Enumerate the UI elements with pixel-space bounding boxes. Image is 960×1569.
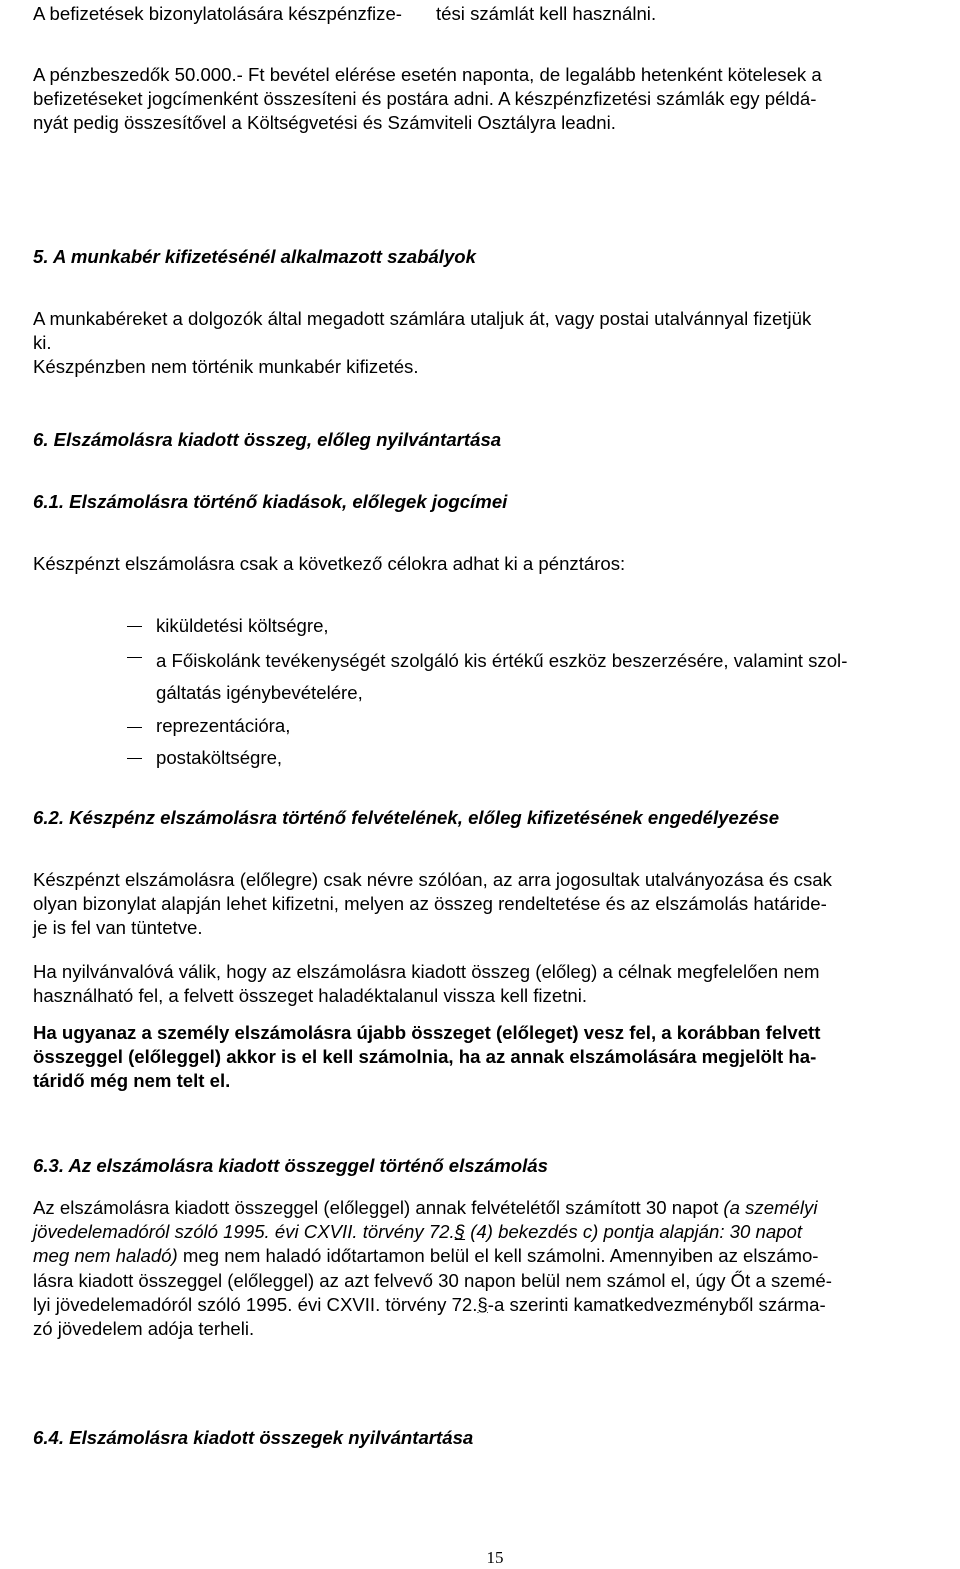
section-6-1-intro: Készpénzt elszámolásra csak a következő célokra adhat ki a pénztáros: — [33, 553, 626, 574]
paragraph-line: Ha ugyanaz a személy elszámolásra újabb összeget (előleget) vesz fel, a korábban felvett — [33, 1022, 821, 1043]
paragraph-line: je is fel van tüntetve. — [33, 917, 203, 939]
section-sign: § — [477, 1293, 488, 1315]
list-item: reprezentációra, — [156, 715, 291, 736]
paragraph-line: A pénzbeszedők 50.000.- Ft bevétel elérése esetén naponta, de legalább hetenként kötelesek a — [33, 64, 822, 85]
text-run: -a szerinti kamatkedvezményből szárma- — [487, 1293, 826, 1315]
text-run: jövedelemadóról szóló 1995. évi CXVII. törvény 72. — [33, 1221, 455, 1243]
dash-bullet — [127, 657, 142, 658]
intro-line-part2: tési számlát kell használni. — [435, 3, 657, 24]
section-6-4-heading: 6.4. Elszámolásra kiadott összegek nyilvántartása — [33, 1427, 474, 1448]
paragraph-line: lásra kiadott összeggel (előleggel) az azt felvevő 30 napon belül nem számol el, úgy Őt a szemé- — [33, 1269, 832, 1291]
section-5-paragraph — [33, 307, 954, 380]
paragraph-line: nyát pedig összesítővel a Költségvetési és Számviteli Osztályra leadni. — [33, 112, 616, 134]
section-6-2-paragraph-2 — [33, 960, 954, 1008]
section-6-2-paragraph-3 — [33, 1021, 954, 1094]
section-6-3-heading: 6.3. Az elszámolásra kiadott összeggel történő elszámolás — [33, 1155, 548, 1176]
section-6-heading: 6. Elszámolásra kiadott összeg, előleg nyilvántartása — [33, 429, 502, 450]
text-run: Az elszámolásra kiadott összeggel (előleggel) annak felvételétől számított 30 napot — [33, 1197, 724, 1218]
intro-line — [33, 2, 954, 26]
list-item-continuation: gáltatás igénybevételére, — [156, 682, 363, 703]
text-run-italic: meg nem haladó) — [33, 1245, 178, 1267]
paragraph-line: táridő még nem telt el. — [33, 1070, 231, 1092]
text-run: meg nem haladó időtartamon belül el kell számolni. Amennyiben az elszámo- — [177, 1245, 819, 1267]
paragraph-line — [33, 1244, 954, 1268]
paragraph-collection — [33, 63, 954, 136]
list-item: postaköltségre, — [156, 747, 283, 768]
text-run-italic: (a személyi — [723, 1197, 818, 1218]
section-sign: § — [454, 1221, 466, 1243]
paragraph-line: Ha nyilvánvalóvá válik, hogy az elszámolásra kiadott összeg (előleg) a célnak megfelelően nem — [33, 961, 820, 982]
page-number: 15 — [486, 1548, 504, 1567]
list-item: a Főiskolánk tevékenységét szolgáló kis értékű eszköz beszerzésére, valamint szol- — [156, 650, 848, 671]
paragraph-line: A munkabéreket a dolgozók által megadott számlára utaljuk át, vagy postai utalvánnyal fizetjük — [33, 308, 812, 329]
section-6-2-heading: 6.2. Készpénz elszámolásra történő felvételének, előleg kifizetésének engedélyezése — [33, 807, 780, 828]
paragraph-line — [33, 1220, 954, 1244]
paragraph-line: összeggel (előleggel) akkor is el kell számolnia, ha az annak elszámolására megjelölt ha- — [33, 1046, 817, 1068]
dash-bullet — [127, 727, 142, 728]
dash-bullet — [127, 626, 142, 627]
section-6-1-heading: 6.1. Elszámolásra történő kiadások, előlegek jogcímei — [33, 491, 508, 512]
section-6-2-paragraph-1 — [33, 868, 954, 941]
section-5-heading: 5. A munkabér kifizetésénél alkalmazott szabályok — [33, 246, 476, 267]
intro-line-part1: A befizetések bizonylatolására készpénzfize- — [33, 3, 402, 24]
paragraph-line: befizetéseket jogcímenként összesíteni és postára adni. A készpénzfizetési számlák egy példá- — [33, 88, 817, 110]
paragraph-line: zó jövedelem adója terheli. — [33, 1317, 255, 1339]
text-run: (4) bekezdés c) pontja alapján: 30 napot — [465, 1221, 803, 1243]
paragraph-line: olyan bizonylat alapján lehet kifizetni, melyen az összeg rendeltetése és az elszámolás határide- — [33, 893, 827, 915]
paragraph-line: használható fel, a felvett összeget haladéktalanul vissza kell fizetni. — [33, 985, 587, 1007]
paragraph-line: Készpénzt elszámolásra (előlegre) csak névre szólóan, az arra jogosultak utalványozása és csak — [33, 869, 832, 890]
dash-bullet — [127, 758, 142, 759]
section-6-3-paragraph — [33, 1196, 954, 1341]
list-item: kiküldetési költségre, — [156, 615, 329, 636]
paragraph-line: Készpénzben nem történik munkabér kifizetés. — [33, 356, 419, 378]
paragraph-line — [33, 1293, 954, 1317]
text-run: lyi jövedelemadóról szóló 1995. évi CXVII. törvény 72. — [33, 1293, 478, 1315]
paragraph-line: ki. — [33, 332, 52, 354]
paragraph-line — [33, 1196, 954, 1220]
